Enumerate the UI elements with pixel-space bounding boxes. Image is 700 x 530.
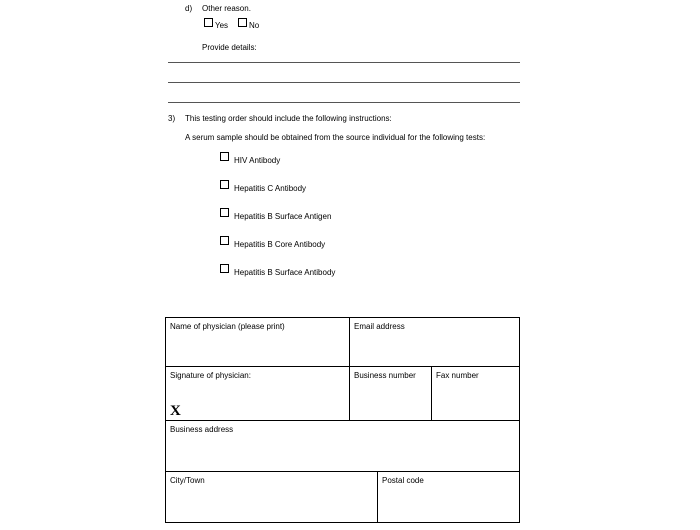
- business-address-label: Business address: [170, 425, 234, 434]
- yes-checkbox[interactable]: [204, 18, 213, 27]
- serum-sample-intro: A serum sample should be obtained from the source individual for the following tests:: [185, 133, 486, 142]
- postal-code-label: Postal code: [382, 476, 424, 485]
- test-label: HIV Antibody: [234, 156, 281, 165]
- physician-name-field[interactable]: [165, 317, 350, 367]
- hiv-antibody-checkbox[interactable]: [220, 152, 229, 161]
- hepatitis-c-antibody-checkbox[interactable]: [220, 180, 229, 189]
- section-d-title: Other reason.: [202, 4, 251, 13]
- section-3-title: This testing order should include the following instructions:: [185, 114, 392, 123]
- email-address-label: Email address: [354, 322, 405, 331]
- fax-number-field[interactable]: [431, 366, 520, 421]
- signature-x-mark: X: [170, 403, 181, 419]
- hepatitis-b-core-antibody-checkbox[interactable]: [220, 236, 229, 245]
- no-label: No: [249, 21, 260, 30]
- test-label: Hepatitis B Core Antibody: [234, 240, 326, 249]
- business-address-field[interactable]: [165, 420, 520, 472]
- business-number-field[interactable]: [349, 366, 432, 421]
- city-town-label: City/Town: [170, 476, 205, 485]
- details-line-1[interactable]: [168, 62, 520, 63]
- signature-label: Signature of physician:: [170, 371, 251, 380]
- physician-name-label: Name of physician (please print): [170, 322, 285, 331]
- no-checkbox[interactable]: [238, 18, 247, 27]
- hepatitis-b-surface-antibody-checkbox[interactable]: [220, 264, 229, 273]
- test-label: Hepatitis B Surface Antibody: [234, 268, 336, 277]
- yes-label: Yes: [215, 21, 229, 30]
- section-d-marker: d): [185, 4, 193, 13]
- provide-details-label: Provide details:: [202, 43, 257, 52]
- email-address-field[interactable]: [349, 317, 520, 367]
- hepatitis-b-surface-antigen-checkbox[interactable]: [220, 208, 229, 217]
- test-label: Hepatitis B Surface Antigen: [234, 212, 332, 221]
- section-3-marker: 3): [168, 114, 176, 123]
- fax-number-label: Fax number: [436, 371, 479, 380]
- physician-signature-field[interactable]: [165, 366, 350, 421]
- business-number-label: Business number: [354, 371, 416, 380]
- details-line-3[interactable]: [168, 102, 520, 103]
- postal-code-field[interactable]: [377, 471, 520, 523]
- physician-info-table: [165, 317, 520, 523]
- details-line-2[interactable]: [168, 82, 520, 83]
- city-town-field[interactable]: [165, 471, 378, 523]
- test-label: Hepatitis C Antibody: [234, 184, 307, 193]
